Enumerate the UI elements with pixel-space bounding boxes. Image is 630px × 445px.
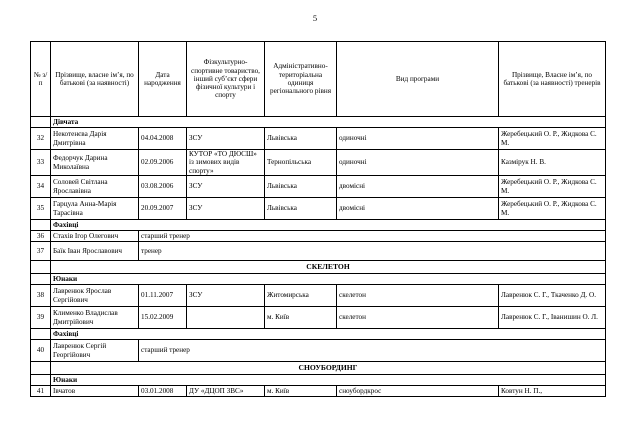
row-region: Львівська (265, 128, 337, 150)
row-program: одиночні (337, 128, 499, 150)
row-num: 38 (31, 285, 51, 307)
row-coach: Казмірук Н. В. (499, 150, 606, 176)
subgroup-row (31, 220, 606, 231)
table-row (31, 176, 606, 198)
table-header (31, 42, 606, 117)
row-name: Клименко Владислав Дмитрійович (51, 307, 139, 329)
row-program: двомісні (337, 198, 499, 220)
participants-table (30, 41, 606, 397)
section-empty-num (31, 362, 51, 375)
row-society: ЗСУ (187, 176, 265, 198)
row-dob: 04.04.2008 (139, 128, 187, 150)
row-society: ЗСУ (187, 285, 265, 307)
row-name: Гарцула Анна-Марія Тарасівна (51, 198, 139, 220)
row-coach: Лавренюк С. Г., Іванишин О. Л. (499, 307, 606, 329)
row-coach: Жеребецький О. Р., Жидкова С. М. (499, 128, 606, 150)
subgroup-empty-num (31, 117, 51, 128)
row-num: 40 (31, 340, 51, 362)
table-row (31, 198, 606, 220)
header-coach: Прізвище, Власне ім’я, по батькові (за наявності) тренерів (499, 42, 606, 117)
page-number: 5 (312, 13, 318, 23)
subgroup-empty-num (31, 329, 51, 340)
row-role: тренер (139, 242, 606, 261)
header-society: Фізкультурно-спортивне товариство, інший суб’єкт сфери фізичної культури і спорту (187, 42, 265, 117)
row-name: Лавренюк Ярослав Сергійович (51, 285, 139, 307)
row-name: Соловей Світлана Ярославівна (51, 176, 139, 198)
section-row (31, 362, 606, 375)
subgroup-label: Юнаки (51, 375, 606, 386)
row-society: ЗСУ (187, 128, 265, 150)
subgroup-label: Фахівці (51, 329, 606, 340)
row-role: старший тренер (139, 340, 606, 362)
row-program: скелетон (337, 307, 499, 329)
row-coach: Лавренюк С. Г., Ткаченко Д. О. (499, 285, 606, 307)
row-coach: Ковтун Н. П., (499, 386, 606, 397)
row-name: Баїк Іван Ярославович (51, 242, 139, 261)
row-num: 32 (31, 128, 51, 150)
row-region: Львівська (265, 198, 337, 220)
header-num: № з/п (31, 42, 51, 117)
subgroup-row (31, 117, 606, 128)
staff-row (31, 231, 606, 242)
row-society (187, 307, 265, 329)
section-title: СКЕЛЕТОН (51, 261, 606, 274)
row-program: одиночні (337, 150, 499, 176)
row-num: 35 (31, 198, 51, 220)
row-region: м. Київ (265, 307, 337, 329)
row-num: 39 (31, 307, 51, 329)
subgroup-empty-num (31, 220, 51, 231)
row-num: 37 (31, 242, 51, 261)
header-dob: Дата народження (139, 42, 187, 117)
row-name: Некотенєва Дарія Дмитрівна (51, 128, 139, 150)
row-region: Житомирська (265, 285, 337, 307)
row-name: Федорчук Дарина Миколаївна (51, 150, 139, 176)
table-row (31, 150, 606, 176)
row-program: сноубордкрос (337, 386, 499, 397)
subgroup-label: Дівчата (51, 117, 606, 128)
header-region: Адміністративно-територіальна одиниця регіонального рівня (265, 42, 337, 117)
table-row (31, 386, 606, 397)
table-row (31, 128, 606, 150)
row-num: 36 (31, 231, 51, 242)
row-society: КУТОР «ТО ДЮСШ» із зимових видів спорту» (187, 150, 265, 176)
row-dob: 03.01.2008 (139, 386, 187, 397)
row-dob: 20.09.2007 (139, 198, 187, 220)
row-name: Стахів Ігор Олегович (51, 231, 139, 242)
subgroup-row (31, 329, 606, 340)
table-row (31, 285, 606, 307)
row-society: ДУ «ДЦОП ЗВС» (187, 386, 265, 397)
row-program: двомісні (337, 176, 499, 198)
subgroup-label: Фахівці (51, 220, 606, 231)
row-dob: 01.11.2007 (139, 285, 187, 307)
subgroup-label: Юнаки (51, 274, 606, 285)
row-role: старший тренер (139, 231, 606, 242)
row-dob: 03.08.2006 (139, 176, 187, 198)
header-name: Прізвище, власне ім’я, по батькові (за наявності) (51, 42, 139, 117)
row-society: ЗСУ (187, 198, 265, 220)
row-dob: 15.02.2009 (139, 307, 187, 329)
row-dob: 02.09.2006 (139, 150, 187, 176)
row-coach: Жеребецький О. Р., Жидкова С. М. (499, 198, 606, 220)
row-name: Івчатов (51, 386, 139, 397)
row-num: 33 (31, 150, 51, 176)
row-program: скелетон (337, 285, 499, 307)
section-empty-num (31, 261, 51, 274)
subgroup-empty-num (31, 274, 51, 285)
subgroup-row (31, 375, 606, 386)
section-row (31, 261, 606, 274)
subgroup-empty-num (31, 375, 51, 386)
staff-row (31, 242, 606, 261)
row-coach: Жеребецький О. Р., Жидкова С. М. (499, 176, 606, 198)
row-num: 41 (31, 386, 51, 397)
header-program: Вид програми (337, 42, 499, 117)
table-row (31, 307, 606, 329)
row-region: м. Київ (265, 386, 337, 397)
section-title: СНОУБОРДИНГ (51, 362, 606, 375)
subgroup-row (31, 274, 606, 285)
row-region: Львівська (265, 176, 337, 198)
table-body (31, 117, 606, 397)
staff-row (31, 340, 606, 362)
row-region: Тернопільська (265, 150, 337, 176)
row-num: 34 (31, 176, 51, 198)
row-name: Лавренюк Сергій Георгійович (51, 340, 139, 362)
